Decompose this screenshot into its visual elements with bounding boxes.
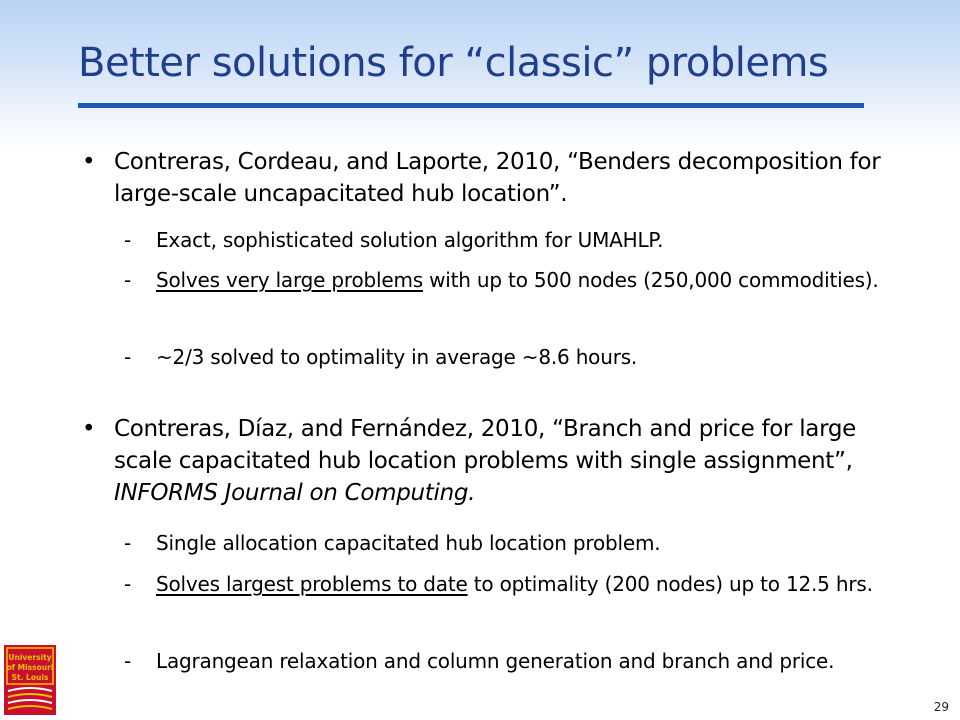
subitem-1-1: [124, 225, 924, 256]
title-underline: [78, 103, 864, 108]
bullet-text-plain: Contreras, Díaz, and Fernández, 2010, “Branch and price for large scale capacitated hub location problems with single assignment”,: [114, 416, 856, 474]
dash-marker: -: [124, 572, 132, 596]
subitem-2-3: [124, 646, 924, 677]
subitem-text: [156, 265, 924, 296]
bullet-item-1: [82, 146, 912, 210]
subitem-text: Exact, sophisticated solution algorithm for UMAHLP.: [156, 228, 664, 252]
underlined-phrase: Solves largest problems to date: [156, 572, 468, 596]
dash-marker: -: [124, 228, 132, 252]
subitem-2-2: [124, 569, 924, 600]
dash-marker: -: [124, 345, 132, 369]
subitem-text: ~2/3 solved to optimality in average ~8.6 hours.: [156, 345, 638, 369]
bullet-marker: •: [82, 416, 96, 442]
page-number: 29: [933, 700, 949, 714]
slide-title: Better solutions for “classic” problems: [78, 40, 829, 86]
subitem-2-1: [124, 528, 924, 559]
bullet-item-2: [82, 413, 912, 509]
subitem-text: Lagrangean relaxation and column generation and branch and price.: [156, 649, 835, 673]
journal-name: INFORMS Journal on Computing.: [114, 480, 476, 506]
subitem-rest: to optimality (200 nodes) up to 12.5 hrs.: [467, 572, 873, 596]
university-logo: [4, 645, 56, 715]
dash-marker: -: [124, 531, 132, 555]
dash-marker: -: [124, 268, 132, 292]
bullet-text: Contreras, Cordeau, and Laporte, 2010, “Benders decomposition for large-scale uncapacitated hub location”.: [114, 149, 881, 207]
subitem-1-2: [124, 265, 924, 296]
svg-text:University: University: [8, 653, 52, 662]
subitem-rest: with up to 500 nodes (250,000 commodities).: [422, 268, 879, 292]
svg-text:St. Louis: St. Louis: [11, 673, 49, 682]
subitem-text: Single allocation capacitated hub location problem.: [156, 531, 661, 555]
underlined-phrase: Solves very large problems: [156, 268, 423, 292]
svg-text:of Missouri: of Missouri: [6, 663, 54, 672]
bullet-marker: •: [82, 149, 96, 175]
subitem-text: [156, 569, 924, 600]
dash-marker: -: [124, 649, 132, 673]
subitem-1-3: [124, 342, 924, 373]
bullet-text: [114, 413, 912, 509]
